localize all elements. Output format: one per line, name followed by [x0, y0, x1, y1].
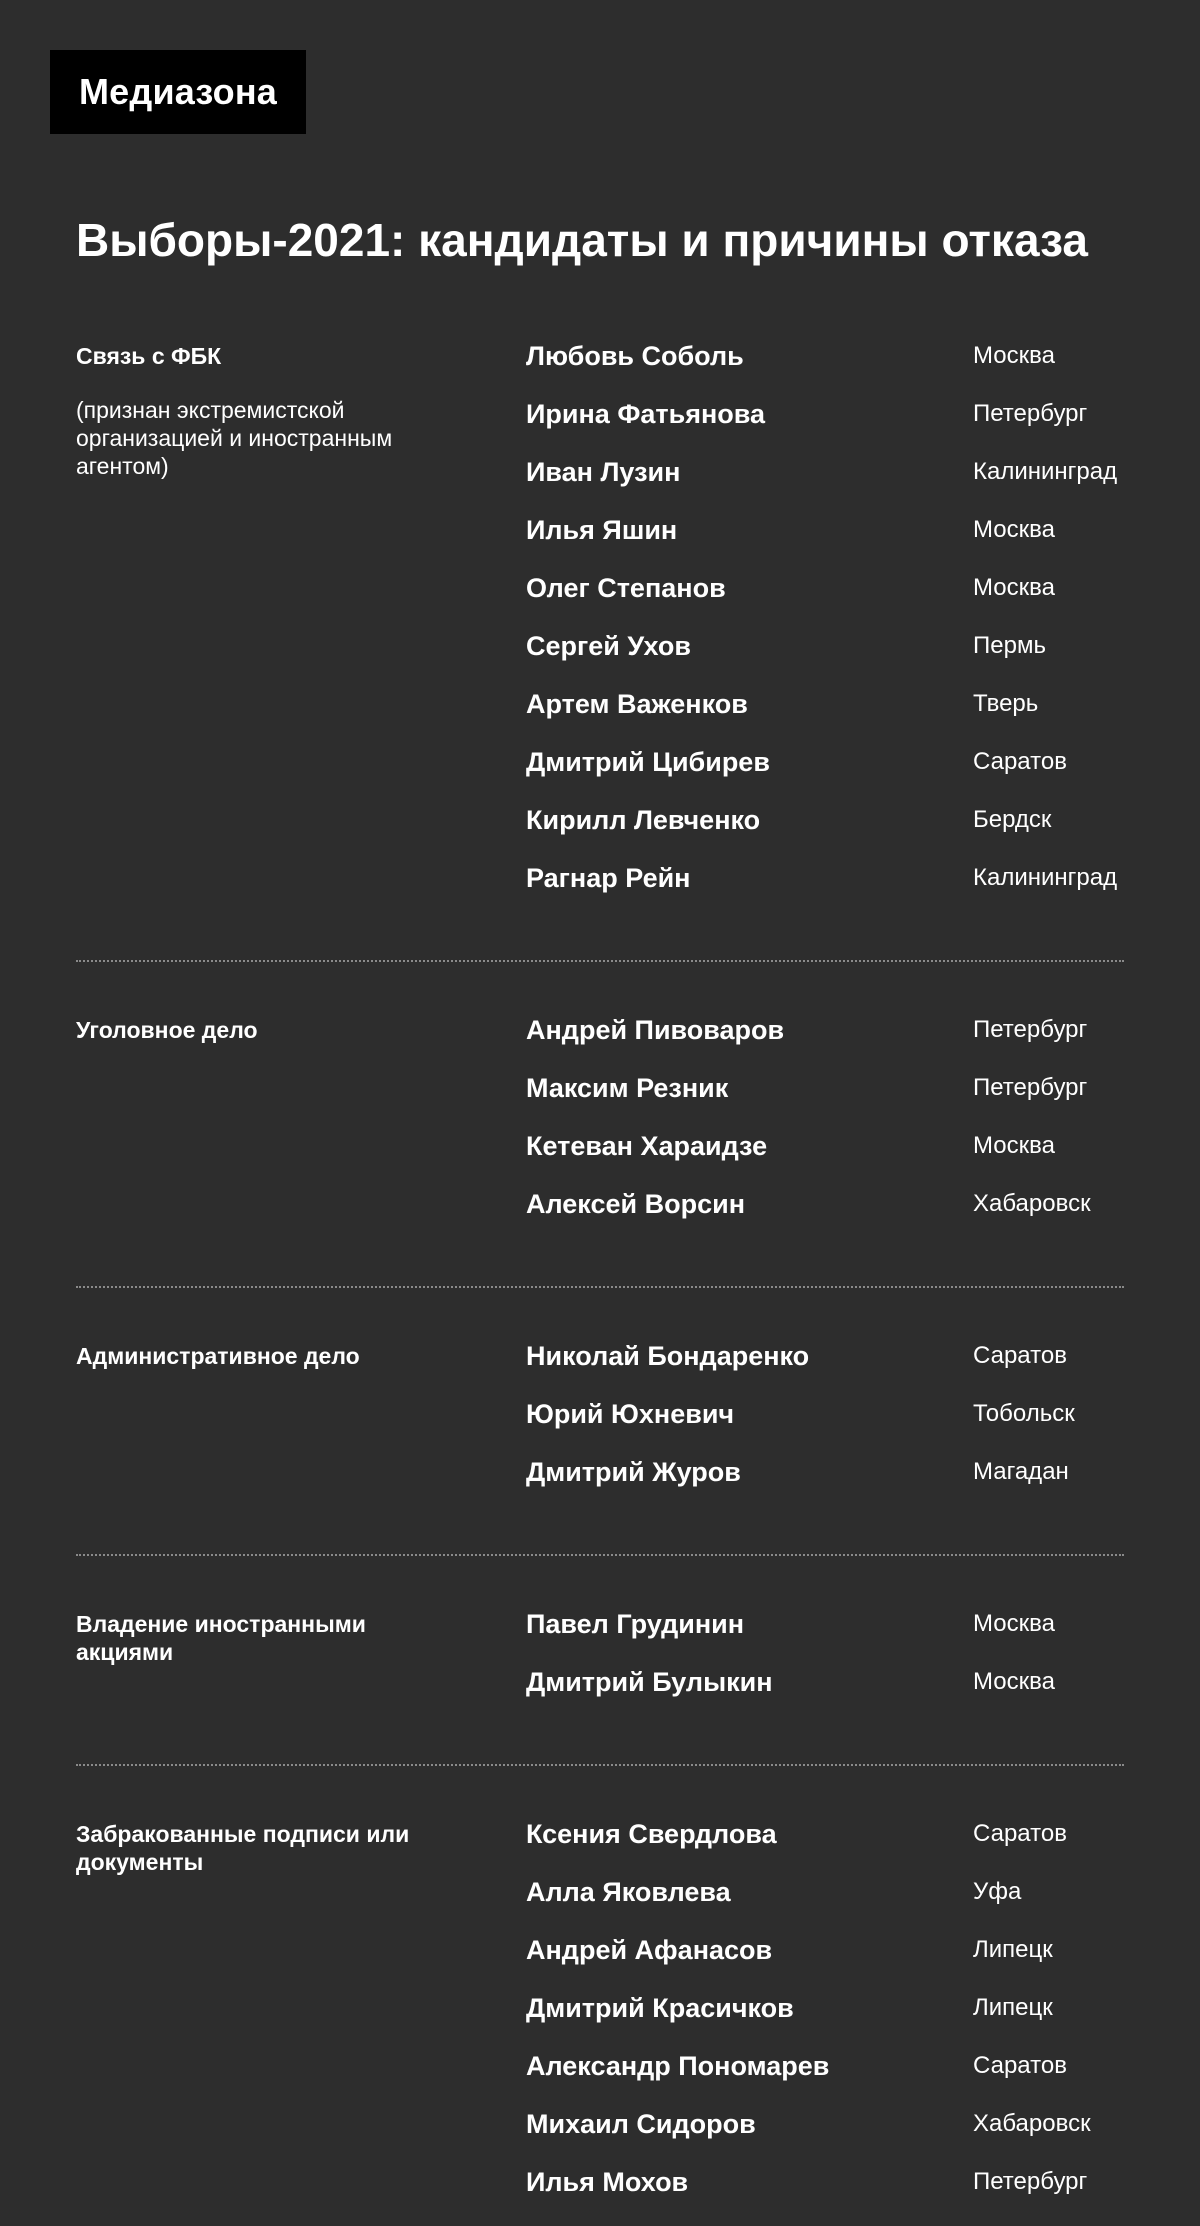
candidate-city: Пермь: [973, 632, 1046, 659]
candidate-city: Липецк: [973, 1994, 1053, 2021]
candidate-name: Андрей Афанасов: [526, 1935, 773, 1965]
candidate-name: Дмитрий Журов: [526, 1457, 741, 1487]
candidate-name: Дмитрий Красичков: [526, 1993, 794, 2023]
candidate-row: [526, 1668, 1124, 1726]
candidate-row: [526, 1400, 1124, 1458]
candidate-city: Калининград: [973, 458, 1118, 485]
category-title: Уголовное дело: [76, 1017, 258, 1043]
candidate-city: Калининград: [973, 864, 1118, 891]
page-title: Выборы-2021: кандидаты и причины отказа: [76, 214, 1088, 266]
section-foreign-shares: [76, 1554, 1124, 1764]
candidate-name: Илья Мохов: [526, 2167, 689, 2197]
candidate-city: Петербург: [973, 1074, 1088, 1101]
candidate-row: [526, 1016, 1124, 1074]
candidate-row: [526, 806, 1124, 864]
section-criminal-case: [76, 960, 1124, 1286]
candidate-row: [526, 1458, 1124, 1516]
candidate-row: [526, 748, 1124, 806]
candidate-name: Алексей Ворсин: [526, 1189, 746, 1219]
candidate-name: Артем Важенков: [526, 689, 748, 719]
candidate-name: Юрий Юхневич: [526, 1399, 735, 1429]
candidate-row: [526, 1878, 1124, 1936]
candidate-name: Кетеван Хараидзе: [526, 1131, 768, 1161]
candidate-row: [526, 690, 1124, 748]
candidate-city: Москва: [973, 1610, 1055, 1637]
category-title: Связь с ФБК: [76, 343, 222, 369]
candidate-city: Саратов: [973, 1342, 1067, 1369]
candidates-table: [76, 330, 1124, 2226]
section-fbk: [76, 330, 1124, 960]
candidate-city: Петербург: [973, 1016, 1088, 1043]
candidate-row: [526, 1190, 1124, 1248]
candidate-city: Москва: [973, 1132, 1055, 1159]
candidate-row: [526, 574, 1124, 632]
candidate-name: Любовь Соболь: [526, 341, 744, 371]
brand-logo[interactable]: Медиазона: [50, 50, 306, 134]
candidate-city: Москва: [973, 574, 1055, 601]
candidate-row: [526, 632, 1124, 690]
candidate-name: Павел Грудинин: [526, 1609, 745, 1639]
category-column: [76, 1342, 526, 1554]
candidate-row: [526, 1936, 1124, 1994]
candidate-city: Липецк: [973, 1936, 1053, 1963]
candidate-name: Иван Лузин: [526, 457, 681, 487]
category-note: (признан экстремистской организацией и иностранным агентом): [76, 397, 393, 479]
candidate-name: Дмитрий Булыкин: [526, 1667, 773, 1697]
candidate-row: [526, 2110, 1124, 2168]
candidate-name: Андрей Пивоваров: [526, 1015, 785, 1045]
candidate-row: [526, 1132, 1124, 1190]
candidate-name: Дмитрий Цибирев: [526, 747, 770, 777]
category-title: Административное дело: [76, 1343, 360, 1369]
candidate-row: [526, 1610, 1124, 1668]
candidate-city: Саратов: [973, 2052, 1067, 2079]
candidate-list: [526, 1610, 1124, 1764]
candidate-row: [526, 1820, 1124, 1878]
candidate-city: Петербург: [973, 2168, 1088, 2195]
section-administrative-case: [76, 1286, 1124, 1554]
candidate-row: [526, 400, 1124, 458]
candidate-list: [526, 1342, 1124, 1554]
candidate-name: Рагнар Рейн: [526, 863, 691, 893]
candidate-name: Михаил Сидоров: [526, 2109, 756, 2139]
category-column: [76, 342, 526, 960]
candidate-city: Тверь: [973, 690, 1039, 717]
candidate-city: Уфа: [973, 1878, 1022, 1905]
candidate-name: Олег Степанов: [526, 573, 726, 603]
candidate-row: [526, 2168, 1124, 2226]
candidate-name: Максим Резник: [526, 1073, 729, 1103]
candidate-list: [526, 1016, 1124, 1286]
category-title: Забракованные подписи или документы: [76, 1821, 410, 1875]
candidate-row: [526, 516, 1124, 574]
candidate-name: Александр Пономарев: [526, 2051, 830, 2081]
candidate-name: Алла Яковлева: [526, 1877, 731, 1907]
candidate-name: Ирина Фатьянова: [526, 399, 766, 429]
candidate-city: Москва: [973, 516, 1055, 543]
candidate-name: Сергей Ухов: [526, 631, 691, 661]
candidate-list: [526, 342, 1124, 960]
candidate-row: [526, 864, 1124, 922]
candidate-city: Хабаровск: [973, 2110, 1091, 2137]
candidate-city: Бердск: [973, 806, 1052, 833]
category-column: [76, 1610, 526, 1764]
candidate-name: Ксения Свердлова: [526, 1819, 777, 1849]
section-rejected-signatures: [76, 1764, 1124, 2226]
category-title: Владение иностранными акциями: [76, 1611, 366, 1665]
candidate-row: [526, 342, 1124, 400]
candidate-city: Саратов: [973, 1820, 1067, 1847]
candidate-name: Илья Яшин: [526, 515, 678, 545]
candidate-city: Москва: [973, 1668, 1055, 1695]
candidate-city: Хабаровск: [973, 1190, 1091, 1217]
candidate-name: Кирилл Левченко: [526, 805, 761, 835]
candidate-city: Магадан: [973, 1458, 1069, 1485]
candidate-city: Петербург: [973, 400, 1088, 427]
candidate-city: Саратов: [973, 748, 1067, 775]
candidate-name: Николай Бондаренко: [526, 1341, 810, 1371]
candidate-city: Москва: [973, 342, 1055, 369]
category-column: [76, 1820, 526, 2226]
candidate-row: [526, 1074, 1124, 1132]
candidate-list: [526, 1820, 1124, 2226]
candidate-row: [526, 1994, 1124, 2052]
candidate-row: [526, 2052, 1124, 2110]
candidate-city: Тобольск: [973, 1400, 1075, 1427]
candidate-row: [526, 1342, 1124, 1400]
category-column: [76, 1016, 526, 1286]
candidate-row: [526, 458, 1124, 516]
